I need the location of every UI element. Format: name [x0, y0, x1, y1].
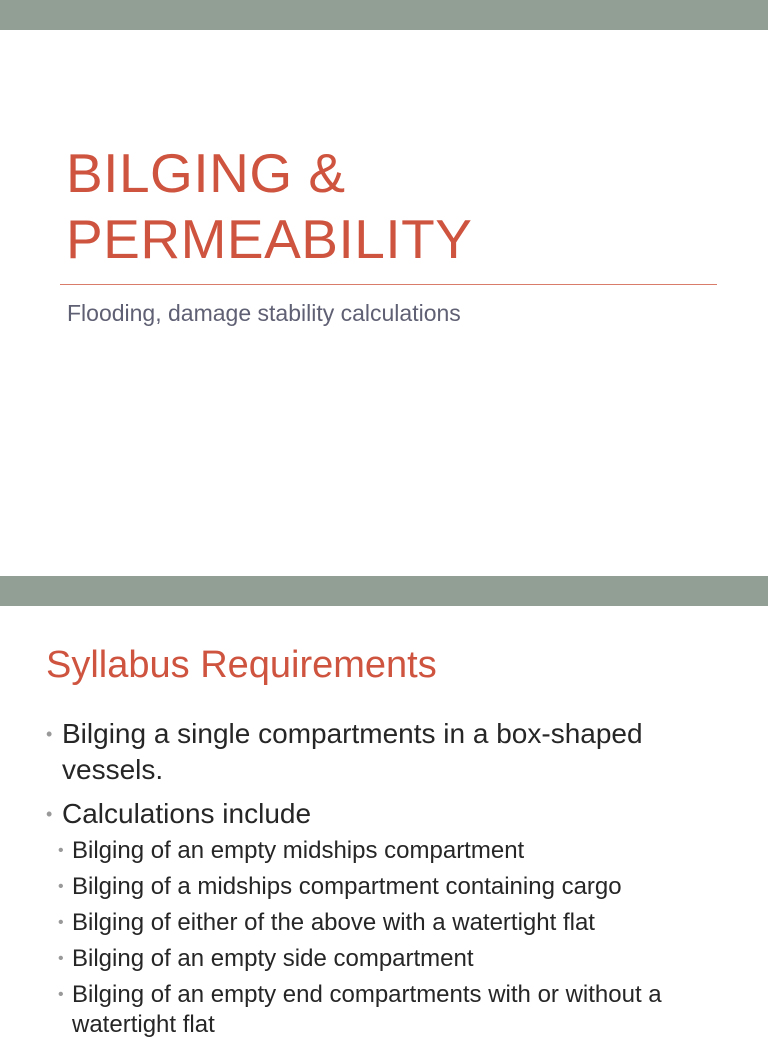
bullet-dot-icon: •	[46, 724, 53, 744]
sub-bullet-item	[48, 980, 746, 1040]
sub-bullet-text: Bilging of an empty end compartments with or without a watertight flat	[72, 981, 662, 1038]
title-line-2: PERMEABILITY	[66, 208, 473, 270]
slide-title	[66, 140, 726, 272]
bullet-text: Bilging a single compartments in a box-shaped vessels.	[62, 718, 643, 785]
sub-bullet-item	[48, 872, 746, 902]
bullet-list	[46, 716, 746, 1048]
sub-bullet-item	[48, 836, 746, 866]
sub-bullet-list	[58, 836, 746, 1040]
slide-separator-band	[0, 576, 768, 606]
sub-bullet-dot-icon: •	[58, 842, 64, 859]
top-band	[0, 0, 768, 30]
bullet-text: Calculations include	[62, 798, 312, 829]
title-slide	[0, 30, 768, 576]
sub-bullet-text: Bilging of an empty midships compartment	[72, 837, 525, 864]
bullet-dot-icon: •	[46, 804, 53, 824]
slide-subtitle: Flooding, damage stability calculations	[67, 300, 461, 326]
bullet-item	[46, 796, 746, 1040]
bullet-item	[46, 716, 746, 788]
sub-bullet-text: Bilging of an empty side compartment	[72, 945, 474, 972]
sub-bullet-dot-icon: •	[58, 986, 64, 1003]
sub-bullet-item	[48, 944, 746, 974]
sub-bullet-dot-icon: •	[58, 914, 64, 931]
syllabus-slide	[0, 606, 768, 1038]
sub-bullet-text: Bilging of a midships compartment containing cargo	[72, 873, 622, 900]
title-divider	[60, 284, 717, 285]
sub-bullet-text: Bilging of either of the above with a watertight flat	[72, 909, 595, 936]
sub-bullet-dot-icon: •	[58, 878, 64, 895]
sub-bullet-item	[48, 908, 746, 938]
syllabus-title: Syllabus Requirements	[46, 644, 437, 686]
sub-bullet-dot-icon: •	[58, 950, 64, 967]
title-line-1: BILGING &	[66, 142, 346, 204]
